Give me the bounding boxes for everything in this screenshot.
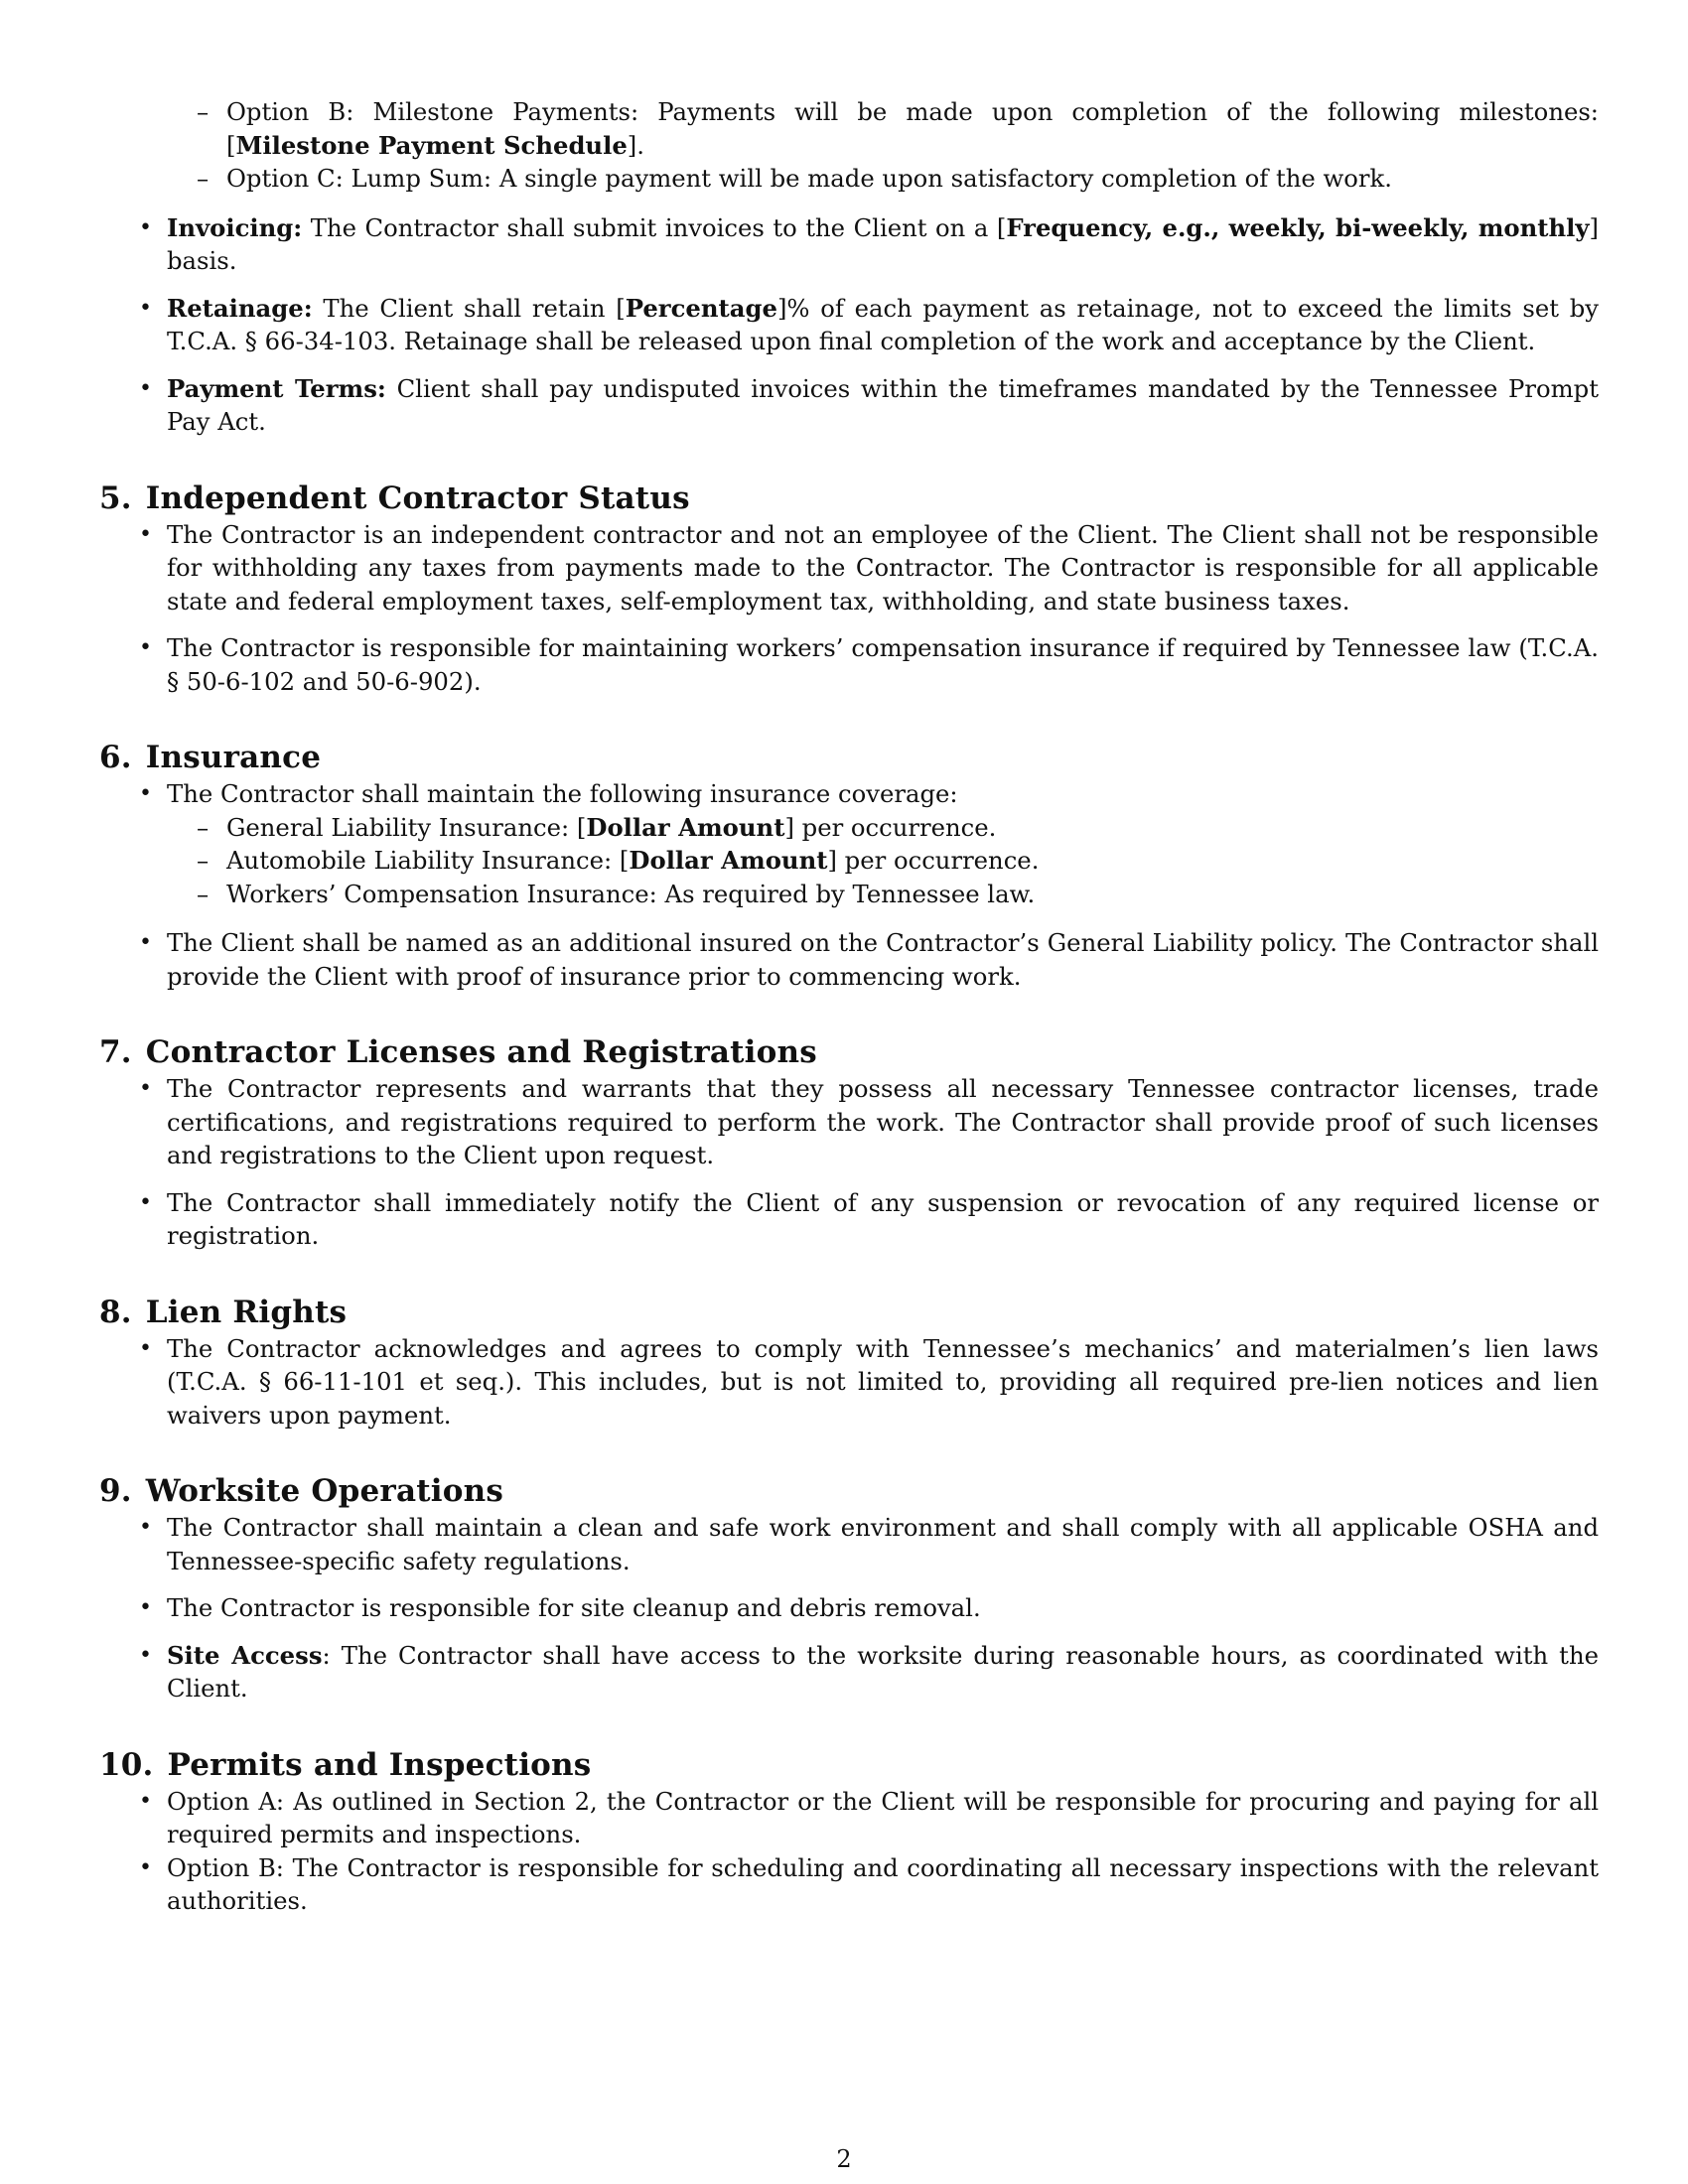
payment-option-c: – Option C: Lump Sum: A single payment will be made upon satisfactory completion of the work.: [99, 162, 1599, 196]
coverage-item: – General Liability Insurance: [Dollar Amount] per occurrence.: [99, 811, 1599, 845]
list-item: • The Contractor is responsible for site cleanup and debris removal.: [99, 1591, 1599, 1625]
section-5-heading: 5. Independent Contractor Status: [99, 479, 690, 516]
section-10-heading: 10. Permits and Inspections: [99, 1746, 592, 1783]
section-8-list: [99, 1332, 1599, 1433]
section-9-list: [99, 1511, 1599, 1706]
list-item: • The Contractor represents and warrants that they possess all necessary Tennessee contractor licenses, trade certifications, and registrations required to perform the work. The Contractor shall provide proof of such licenses and registrations to the Client upon request.: [99, 1072, 1599, 1172]
list-item: • The Client shall be named as an additional insured on the Contractor’s General Liability policy. The Contractor shall provide the Client with proof of insurance prior to commencing work.: [99, 926, 1599, 993]
site-access-item: • Site Access: The Contractor shall have access to the worksite during reasonable hours, as coordinated with the Client.: [99, 1639, 1599, 1706]
list-item: • Option A: As outlined in Section 2, the Contractor or the Client will be responsible for procuring and paying for all required permits and inspections.: [99, 1785, 1599, 1851]
document-page: [99, 95, 1599, 1918]
section-6-heading: 6. Insurance: [99, 740, 322, 775]
section-6-list: [99, 777, 1599, 993]
payment-terms-item: • Payment Terms: Client shall pay undisputed invoices within the timeframes mandated by the Tennessee Prompt Pay Act.: [99, 372, 1599, 439]
coverage-item: – Workers’ Compensation Insurance: As required by Tennessee law.: [99, 878, 1599, 911]
section-9-heading: 9. Worksite Operations: [99, 1473, 503, 1509]
page-number: 2: [836, 2145, 852, 2173]
section-7-heading: 7. Contractor Licenses and Registrations: [99, 1034, 817, 1070]
insurance-coverage-list: [99, 811, 1599, 911]
list-item: • Option B: The Contractor is responsible for scheduling and coordinating all necessary inspections with the relevant authorities.: [99, 1851, 1599, 1918]
list-item: • The Contractor is an independent contractor and not an employee of the Client. The Client shall not be responsible for withholding any taxes from payments made to the Contractor. The Contractor is responsible for all applicable state and federal employment taxes, self-employment tax, withholding, and state business taxes.: [99, 518, 1599, 618]
payment-options-list: [99, 95, 1599, 196]
invoicing-item: • Invoicing: The Contractor shall submit invoices to the Client on a [Frequency, e.g., weekly, bi-weekly, monthly] basis.: [99, 211, 1599, 278]
coverage-item: – Automobile Liability Insurance: [Dollar Amount] per occurrence.: [99, 844, 1599, 878]
retainage-item: • Retainage: The Client shall retain [Percentage]% of each payment as retainage, not to exceed the limits set by T.C.A. § 66-34-103. Retainage shall be released upon final completion of the work and acceptance by the Client.: [99, 292, 1599, 358]
list-item: • The Contractor acknowledges and agrees to comply with Tennessee’s mechanics’ and materialmen’s lien laws (T.C.A. § 66-11-101 et seq.). This includes, but is not limited to, providing all required pre-lien notices and lien waivers upon payment.: [99, 1332, 1599, 1433]
section-10-list: [99, 1785, 1599, 1918]
section-5-list: [99, 518, 1599, 699]
insurance-intro-item: • The Contractor shall maintain the following insurance coverage: – General Liability Insurance: [Dollar Amount] per occurrence. – Automobile Liability Insurance: [Dollar Amount] per occurrence. – Workers’ Compensation Insurance: As required by Tennessee law.: [99, 777, 1599, 910]
section-8-heading: 8. Lien Rights: [99, 1294, 348, 1330]
list-item: • The Contractor shall immediately notify the Client of any suspension or revocation of any required license or registration.: [99, 1186, 1599, 1253]
section-7-list: [99, 1072, 1599, 1253]
list-item: • The Contractor is responsible for maintaining workers’ compensation insurance if required by Tennessee law (T.C.A. § 50-6-102 and 50-6-902).: [99, 631, 1599, 698]
payment-option-b: – Option B: Milestone Payments: Payments will be made upon completion of the following milestones: [Milestone Payment Schedule].: [99, 95, 1599, 162]
payment-terms-list: [99, 211, 1599, 439]
list-item: • The Contractor shall maintain a clean and safe work environment and shall comply with all applicable OSHA and Tennessee-specific safety regulations.: [99, 1511, 1599, 1577]
